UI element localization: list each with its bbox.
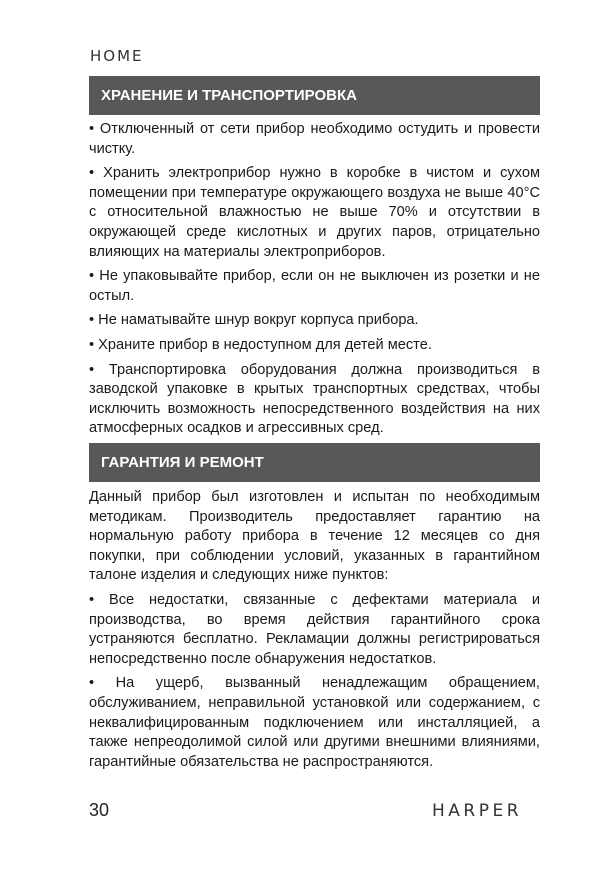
storage-paragraph: • Храните прибор в недоступном для детей месте. [89, 336, 432, 353]
warranty-paragraph: • Все недостатки, связанные с дефектами материала и производства, во время действия гарантийного срока устраняются бесплатно. Рекламации должны регистрироваться непосредственно после обнаружения недостатков. [89, 591, 540, 667]
storage-paragraph: • Транспортировка оборудования должна производиться в заводской упаковке в крытых транспортных средствах, чтобы исключить возможность непосредственного воздействия на них атмосферных осадков и агрессивных сред. [89, 361, 540, 437]
warranty-paragraph: Данный прибор был изготовлен и испытан по необходимым методикам. Производитель предоставляет гарантию на нормальную работу прибора в течение 12 месяцев со дня покупки, при соблюдении условий, указанных в гарантийном талоне изделия и следующих ниже пунктов: [89, 489, 540, 584]
warranty-section-title [89, 443, 540, 482]
storage-paragraph: • Хранить электроприбор нужно в коробке в чистом и сухом помещении при температуре окружающего воздуха не выше 40°С с относительной влажностью не выше 70% и отсутствии в окружающей среде кислотных и других паров, отрицательно влияющих на материалы электроприборов. [89, 165, 540, 260]
storage-paragraph: • Не упаковывайте прибор, если он не выключен из розетки и не остыл. [89, 268, 540, 304]
storage-section-title [89, 76, 540, 115]
warranty-section-body [89, 488, 540, 777]
storage-title-text: ХРАНЕНИЕ И ТРАНСПОРТИРОВКА [101, 87, 357, 104]
home-logo: HOME [90, 47, 144, 65]
storage-paragraph: • Отключенный от сети прибор необходимо остудить и провести чистку. [89, 121, 540, 157]
page-number: 30 [89, 800, 110, 820]
warranty-title-text: ГАРАНТИЯ И РЕМОНТ [101, 454, 264, 471]
warranty-paragraph: • На ущерб, вызванный ненадлежащим обращением, обслуживанием, неправильной установкой или содержанием, с неквалифицированным подключением или инсталляцией, а также непреодолимой силой или другими внешними влияниями, гарантийные обязательства не распространяются. [89, 675, 540, 770]
storage-paragraph: • Не наматывайте шнур вокруг корпуса прибора. [89, 312, 419, 329]
storage-section-body [89, 120, 540, 444]
harper-logo: HARPER [432, 801, 523, 821]
